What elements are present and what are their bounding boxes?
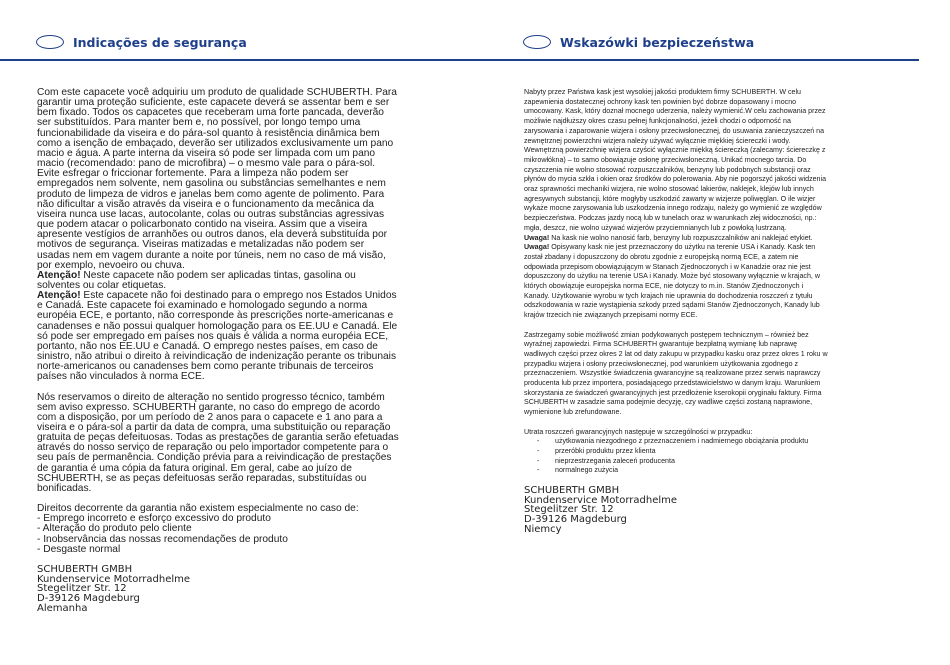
warning-text: Neste capacete não podem ser aplicadas tintas, gasolina ou solventes ou colar etiquetas. <box>37 269 356 291</box>
list-item-text: przeróbki produktu przez klienta <box>555 446 656 455</box>
address-line: Stegelitzer Str. 12 <box>37 583 127 595</box>
header-rule <box>0 59 475 61</box>
list-item: - Inobservância das nossas recomendações de produto <box>37 533 288 545</box>
list-item <box>524 457 828 467</box>
list-item: - Desgaste normal <box>37 543 121 555</box>
paragraph-warranty: Zastrzegamy sobie możliwość zmian podykowanych postępem technicznym – również bez wyraźnej zapowiedzi. Firma SCHUBERTH gwarantuje bezpłatną wymianę lub naprawę wadliwych części przez okres 2 lat od daty zakupu w przypadku kasku oraz przez okres 1 roku w przypadku wizjera i osłony przeciwsłonecznej, pod warunkiem użytkowania zgodnego z przeznaczeniem. Wszystkie świadczenia gwarancyjne są realizowane przez serwis naprawczy producenta lub przez importera, posiadającego przedstawicielstwo w danym kraju. Warunkiem skorzystania ze świadczeń gwarancyjnych jest przedłożenie kserokopii oryginału faktury. Firma SCHUBERTH w zasadzie sama podejmie decyzję, czy wadliwe części zostaną naprawione, wymienione lub zrefundowane. <box>524 330 828 417</box>
warning-label: Uwaga! <box>524 243 550 252</box>
list-item-text: normalnego zużycia <box>555 466 619 475</box>
warning-text: Opisywany kask nie jest przeznaczony do użytku na terenie USA i Kanady. Kask ten został zbadany i dopuszczony do obrotu zgodnie z europejską normą ECE, a zatem nie odpowiada przepisom obowiązującym w Stanach Zjednoczonych i w Kanadzie oraz nie jest dopuszczony do użytku na terenie USA i Kanady. Może być stosowany wyłącznie w krajach, w których obowiązuje europejska norma ECE, nie dotyczy to m.in. Stanów Zjednoczonych i Kanady. Użytkowanie wyrobu w tych krajach nie uprawnia do dochodzenia roszczeń z tytułu odszkodowania w razie wystąpienia szkody przed sądami Stanów Zjednoczonych, Kanady lub krajów trzecich nie związanych przepisami normy ECE. <box>524 243 820 320</box>
address-line: Alemanha <box>37 603 88 615</box>
list-item <box>524 437 828 447</box>
warranty-exclusions-intro: Utrata roszczeń gwarancyjnych następuje w szczególności w przypadku: <box>524 427 753 436</box>
address-line: SCHUBERTH GMBH <box>37 563 133 575</box>
body-text <box>524 88 828 535</box>
page-title: Indicações de segurança <box>73 34 247 50</box>
list-dash: - <box>537 466 540 475</box>
warning-label: Atenção! <box>37 269 81 281</box>
oval-icon <box>523 35 551 49</box>
list-dash: - <box>537 456 540 465</box>
section-header <box>36 31 247 53</box>
oval-icon <box>36 35 64 49</box>
page-title: Wskazówki bezpieczeństwa <box>560 34 755 50</box>
list-item <box>524 466 828 476</box>
warning-label: Atenção! <box>37 290 81 302</box>
warning-paint <box>37 271 399 291</box>
address-block <box>524 486 828 535</box>
address-line: Kundenservice Motorradhelme <box>37 573 191 585</box>
address-line: SCHUBERTH GMBH <box>524 484 620 496</box>
warning-paint <box>524 234 828 244</box>
list-dash: - <box>537 446 540 455</box>
address-line: Kundenservice Motorradhelme <box>524 494 678 506</box>
warning-text: Este capacete não foi destinado para o emprego nos Estados Unidos e Canadá. Este capacete foi examinado e homologado segundo a norma européia ECE, e portanto, não corresponde às prescrições norte-americanas e canadenses e não possui qualquer homologação para os EE.UU e Canadá. Ele só pode ser empregado em países nos quais é válida a norma européia ECE, portanto, não nos EE.UU e Canadá. O emprego nestes países, em caso de sinistro, não atribui o direito à reivindicação de indenização perante os tribunais norte-americanos ou canadenses bem como perante tribunais de terceiros países não vinculados à norma ECE. <box>37 290 398 383</box>
paragraph-intro: Nabyty przez Państwa kask jest wysokiej jakości produktem firmy SCHUBERTH. W celu zapewnienia dostatecznej ochrony kask ten powinien być dobrze dopasowany i mocno umocowany. Kask, który doznał mocnego uderzenia, należy wymienić.W celu zachowania przez możliwie najdłuższy okres czasu pełnej funkcjonalności, jeżeli chodzi o odporność na zarysowania i zaparowanie wizjera i osłony przeciwsłonecznej, do usuwania zanieczyszczeń na zewnętrznej powierzchni wizjera należy używać wyłącznie miękkiej ściereczki i wody. Wewnętrzną powierzchnię wizjera czyścić wyłącznie miękką ściereczką (zalecamy: ściereczkę z mikrowłókna) – to samo obowiązuje osłonę przeciwsłoneczną. Unikać mocnego tarcia. Do czyszczenia nie wolno stosować rozpuszczalników, benzyny lub podobnych substancji oraz płynów do mycia szkła i okien oraz środków do polerowania. Aby nie pogorszyć jakości widzenia oraz sprawności mechaniki wizjera, nie wolno stosować lakierów, naklejek, klejów lub innych agresywnych substancji, które mogłyby uszkodzić zawarty w wizjerze poliwęglan. O ile wizjer wykaże mocne zarysowania lub uszkodzenia innego rodzaju, należy go wymienić ze względów bezpieczeństwa. Podczas jazdy nocą lub w tunelach oraz w warunkach złej widoczności, np.: mgła, deszcz, nie wolno używać wizjerów przyciemnianych lub z powłoką lustrzaną. <box>524 88 827 232</box>
warranty-exclusions-intro: Direitos decorrente da garantia não existem especialmente no caso de: <box>37 503 359 515</box>
warning-label: Uwaga! <box>524 233 550 242</box>
address-line: Stegelitzer Str. 12 <box>524 504 614 516</box>
warning-text: Na kask nie wolno nanosić farb, benzyny lub rozpuszczalników ani naklejać etykiet. <box>549 233 813 242</box>
address-line: D-39126 Magdeburg <box>524 514 627 526</box>
right-page <box>475 0 950 665</box>
paragraph-intro: Com este capacete você adquiriu um produto de qualidade SCHUBERTH. Para garantir uma proteção suficiente, este capacete deverá se assentar bem e ser bem fixado. Todos os capacetes que receberam uma forte pancada, deverão ser substituídos. Para manter bem e, no possível, por longo tempo uma funcionabilidade da viseira e do pára-sol quanto à resistência dinâmica bem como a isenção de embaçado, deverão ser utilizados exclusivamente um pano macio e água. A parte interna da viseira só pode ser limpada com um pano macio (recomendado: pano de microfibra) – o mesmo vale para o pára-sol. Evite esfregar o friccionar fortemente. Para a limpeza não podem ser empregados nem solvente, nem gasolina ou substâncias semelhantes e nem produto de limpeza de vidros e janelas bem como agente de polimento. Para não dificultar a visão através da viseira e o funcionamento da mecânica da viseira nunca use lacas, autocolante, colas ou outras substâncias agressivas que podem atacar o policarbonato contido na viseira. Assim que a viseira apresente vestígios de arranhões ou outros danos, ela deverá substituída por motivos de segurança. Viseiras matizadas e metalizadas não podem ser usadas nem em vagem durante a noite por túneis, nem no caso de má visão, por exemplo, nevoeiro ou chuva. <box>37 87 397 271</box>
list-item-text: nieprzestrzegania zaleceń producenta <box>555 456 675 465</box>
list-item-text: użytkowania niezgodnego z przeznaczeniem i nadmiernego obciążania produktu <box>555 437 809 446</box>
section-header <box>523 31 754 53</box>
paragraph-warranty: Nós reservamos o direito de alteração no sentido progresso técnico, também sem aviso expresso. SCHUBERTH garante, no caso do emprego de acordo com a disposição, por um período de 2 anos para o capacete e 1 ano para a viseira e o pára-sol a partir da data de compra, uma substituição ou reparação gratuita de peças defeituosas. Todas as prestações de garantia serão efetuadas através do nosso serviço de reparação ou pelo importador competente para o seu país de permanência. Condição prévia para a reivindicação de prestações de garantia é uma cópia da fatura original. Em geral, cabe ao juízo de SCHUBERTH, se as peças defeituosas serão reparadas, substituídas ou bonificadas. <box>37 391 399 494</box>
list-item <box>524 447 828 457</box>
list-dash: - <box>537 437 540 446</box>
list-item: - Emprego incorreto e esforço excessivo do produto <box>37 513 271 525</box>
warning-usa-canada <box>37 291 399 382</box>
warning-usa-canada <box>524 243 828 321</box>
body-text <box>37 88 399 614</box>
address-block <box>37 565 399 614</box>
address-line: Niemcy <box>524 523 562 535</box>
header-rule <box>475 59 919 61</box>
address-line: D-39126 Magdeburg <box>37 593 140 605</box>
list-item: - Alteração do produto pelo cliente <box>37 523 192 535</box>
